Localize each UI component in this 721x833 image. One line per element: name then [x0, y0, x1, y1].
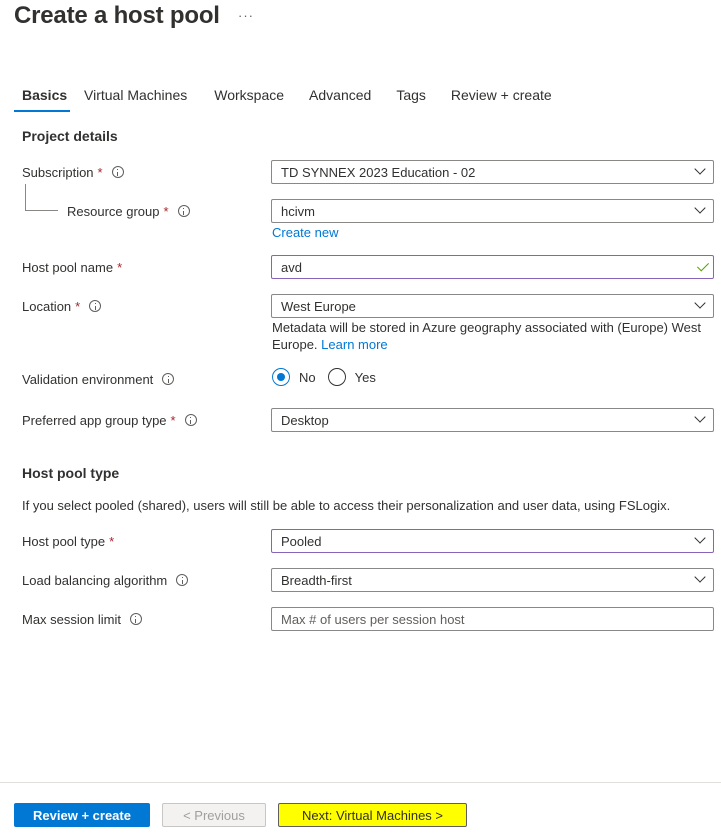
- host-pool-name-value: avd: [281, 259, 302, 275]
- validation-environment-label-text: Validation environment: [22, 371, 154, 387]
- chevron-down-icon: [694, 571, 705, 582]
- location-value: West Europe: [281, 298, 356, 314]
- create-new-link[interactable]: Create new: [272, 225, 339, 240]
- tab-workspace[interactable]: Workspace: [214, 87, 285, 103]
- resource-group-dropdown[interactable]: [271, 199, 714, 223]
- preferred-app-group-type-label: [22, 409, 197, 431]
- preferred-app-group-type-label-text: Preferred app group type: [22, 412, 167, 428]
- host-pool-type-value: Pooled: [281, 533, 322, 549]
- radio-no-label: No: [299, 369, 316, 385]
- chevron-down-icon: [694, 532, 705, 543]
- next-virtual-machines-button[interactable]: Next: Virtual Machines >: [278, 803, 467, 827]
- footer-divider: [0, 782, 721, 783]
- required-marker: *: [117, 259, 123, 275]
- more-options-icon[interactable]: ···: [238, 8, 254, 23]
- host-pool-type-dropdown[interactable]: [271, 529, 714, 553]
- max-session-limit-label-text: Max session limit: [22, 611, 121, 627]
- load-balancing-label-text: Load balancing algorithm: [22, 572, 168, 588]
- info-icon[interactable]: [112, 166, 124, 178]
- tab-bar: [14, 76, 560, 112]
- resource-group-label: [67, 200, 190, 222]
- radio-yes[interactable]: [328, 368, 346, 386]
- radio-no[interactable]: [272, 368, 290, 386]
- required-marker: *: [75, 298, 81, 314]
- tab-review-create[interactable]: Review + create: [450, 87, 552, 103]
- preferred-app-group-type-value: Desktop: [281, 412, 329, 428]
- required-marker: *: [170, 412, 176, 428]
- review-create-button[interactable]: Review + create: [14, 803, 150, 827]
- chevron-down-icon: [694, 411, 705, 422]
- tree-connector: [25, 184, 26, 210]
- chevron-down-icon: [694, 297, 705, 308]
- location-helper: [272, 319, 717, 353]
- validation-environment-label: [22, 368, 174, 390]
- page-title: Create a host pool: [14, 2, 220, 29]
- subscription-value: TD SYNNEX 2023 Education - 02: [281, 164, 476, 180]
- subscription-label: [22, 161, 124, 183]
- info-icon[interactable]: [185, 414, 197, 426]
- radio-yes-label: Yes: [354, 369, 376, 385]
- project-details-heading: Project details: [22, 128, 118, 144]
- required-marker: *: [109, 533, 115, 549]
- info-icon[interactable]: [162, 373, 174, 385]
- info-icon[interactable]: [176, 574, 188, 586]
- resource-group-value: hcivm: [281, 203, 315, 219]
- tab-tags[interactable]: Tags: [396, 87, 426, 103]
- required-marker: *: [97, 164, 103, 180]
- host-pool-type-label: [22, 530, 114, 552]
- resource-group-label-text: Resource group: [67, 203, 160, 219]
- subscription-label-text: Subscription: [22, 164, 94, 180]
- location-label: [22, 295, 101, 317]
- host-pool-type-description: If you select pooled (shared), users will still be able to access their personalization and user data, using FSLogix.: [22, 498, 671, 513]
- max-session-limit-label: [22, 608, 142, 630]
- load-balancing-dropdown[interactable]: [271, 568, 714, 592]
- load-balancing-value: Breadth-first: [281, 572, 352, 588]
- checkmark-icon: [697, 259, 709, 271]
- location-helper-text: Metadata will be stored in Azure geography associated with (Europe) West Europe.: [272, 320, 701, 352]
- required-marker: *: [163, 203, 169, 219]
- host-pool-name-label: [22, 256, 122, 278]
- learn-more-link[interactable]: Learn more: [321, 337, 388, 352]
- host-pool-name-label-text: Host pool name: [22, 259, 114, 275]
- tab-basics[interactable]: Basics: [14, 76, 70, 112]
- load-balancing-label: [22, 569, 188, 591]
- max-session-limit-placeholder: Max # of users per session host: [281, 611, 465, 627]
- max-session-limit-input[interactable]: [271, 607, 714, 631]
- location-label-text: Location: [22, 298, 72, 314]
- host-pool-type-label-text: Host pool type: [22, 533, 106, 549]
- info-icon[interactable]: [178, 205, 190, 217]
- location-dropdown[interactable]: [271, 294, 714, 318]
- tab-advanced[interactable]: Advanced: [309, 87, 372, 103]
- chevron-down-icon: [694, 202, 705, 213]
- info-icon[interactable]: [130, 613, 142, 625]
- info-icon[interactable]: [89, 300, 101, 312]
- host-pool-type-heading: Host pool type: [22, 465, 120, 481]
- preferred-app-group-type-dropdown[interactable]: [271, 408, 714, 432]
- tab-virtual-machines[interactable]: Virtual Machines: [84, 87, 188, 103]
- chevron-down-icon: [694, 163, 705, 174]
- host-pool-name-input[interactable]: [271, 255, 714, 279]
- subscription-dropdown[interactable]: [271, 160, 714, 184]
- tree-connector-horizontal: [25, 210, 58, 211]
- validation-environment-radio-group: [272, 367, 388, 387]
- previous-button[interactable]: < Previous: [162, 803, 266, 827]
